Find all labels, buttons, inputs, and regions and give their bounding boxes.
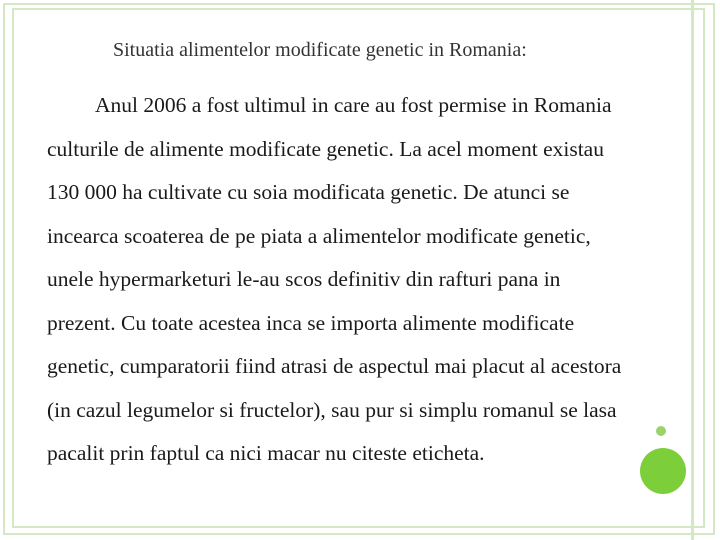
body-line: unele hypermarketuri le-au scos definitiv din rafturi pana in	[47, 267, 561, 291]
slide-title: Situatia alimentelor modificate genetic in Romania:	[113, 39, 527, 61]
body-line: culturile de alimente modificate genetic. La acel moment existau	[47, 136, 604, 161]
body-line: pacalit prin faptul ca nici macar nu citeste eticheta.	[47, 441, 485, 465]
body-line: 130 000 ha cultivate cu soia modificata genetic. De atunci se	[47, 180, 570, 204]
body-line: prezent. Cu toate acestea inca se importa alimente modificate	[47, 310, 575, 335]
body-line: (in cazul legumelor si fructelor), sau pur si simplu romanul se lasa	[47, 397, 617, 422]
body-line: genetic, cumparatorii fiind atrasi de aspectul mai placut al acestora	[47, 354, 622, 378]
body-line: incearca scoaterea de pe piata a alimentelor modificate genetic,	[47, 223, 591, 248]
body-line: Anul 2006 a fost ultimul in care au fost permise in Romania	[95, 93, 612, 117]
slide-body	[47, 84, 697, 476]
